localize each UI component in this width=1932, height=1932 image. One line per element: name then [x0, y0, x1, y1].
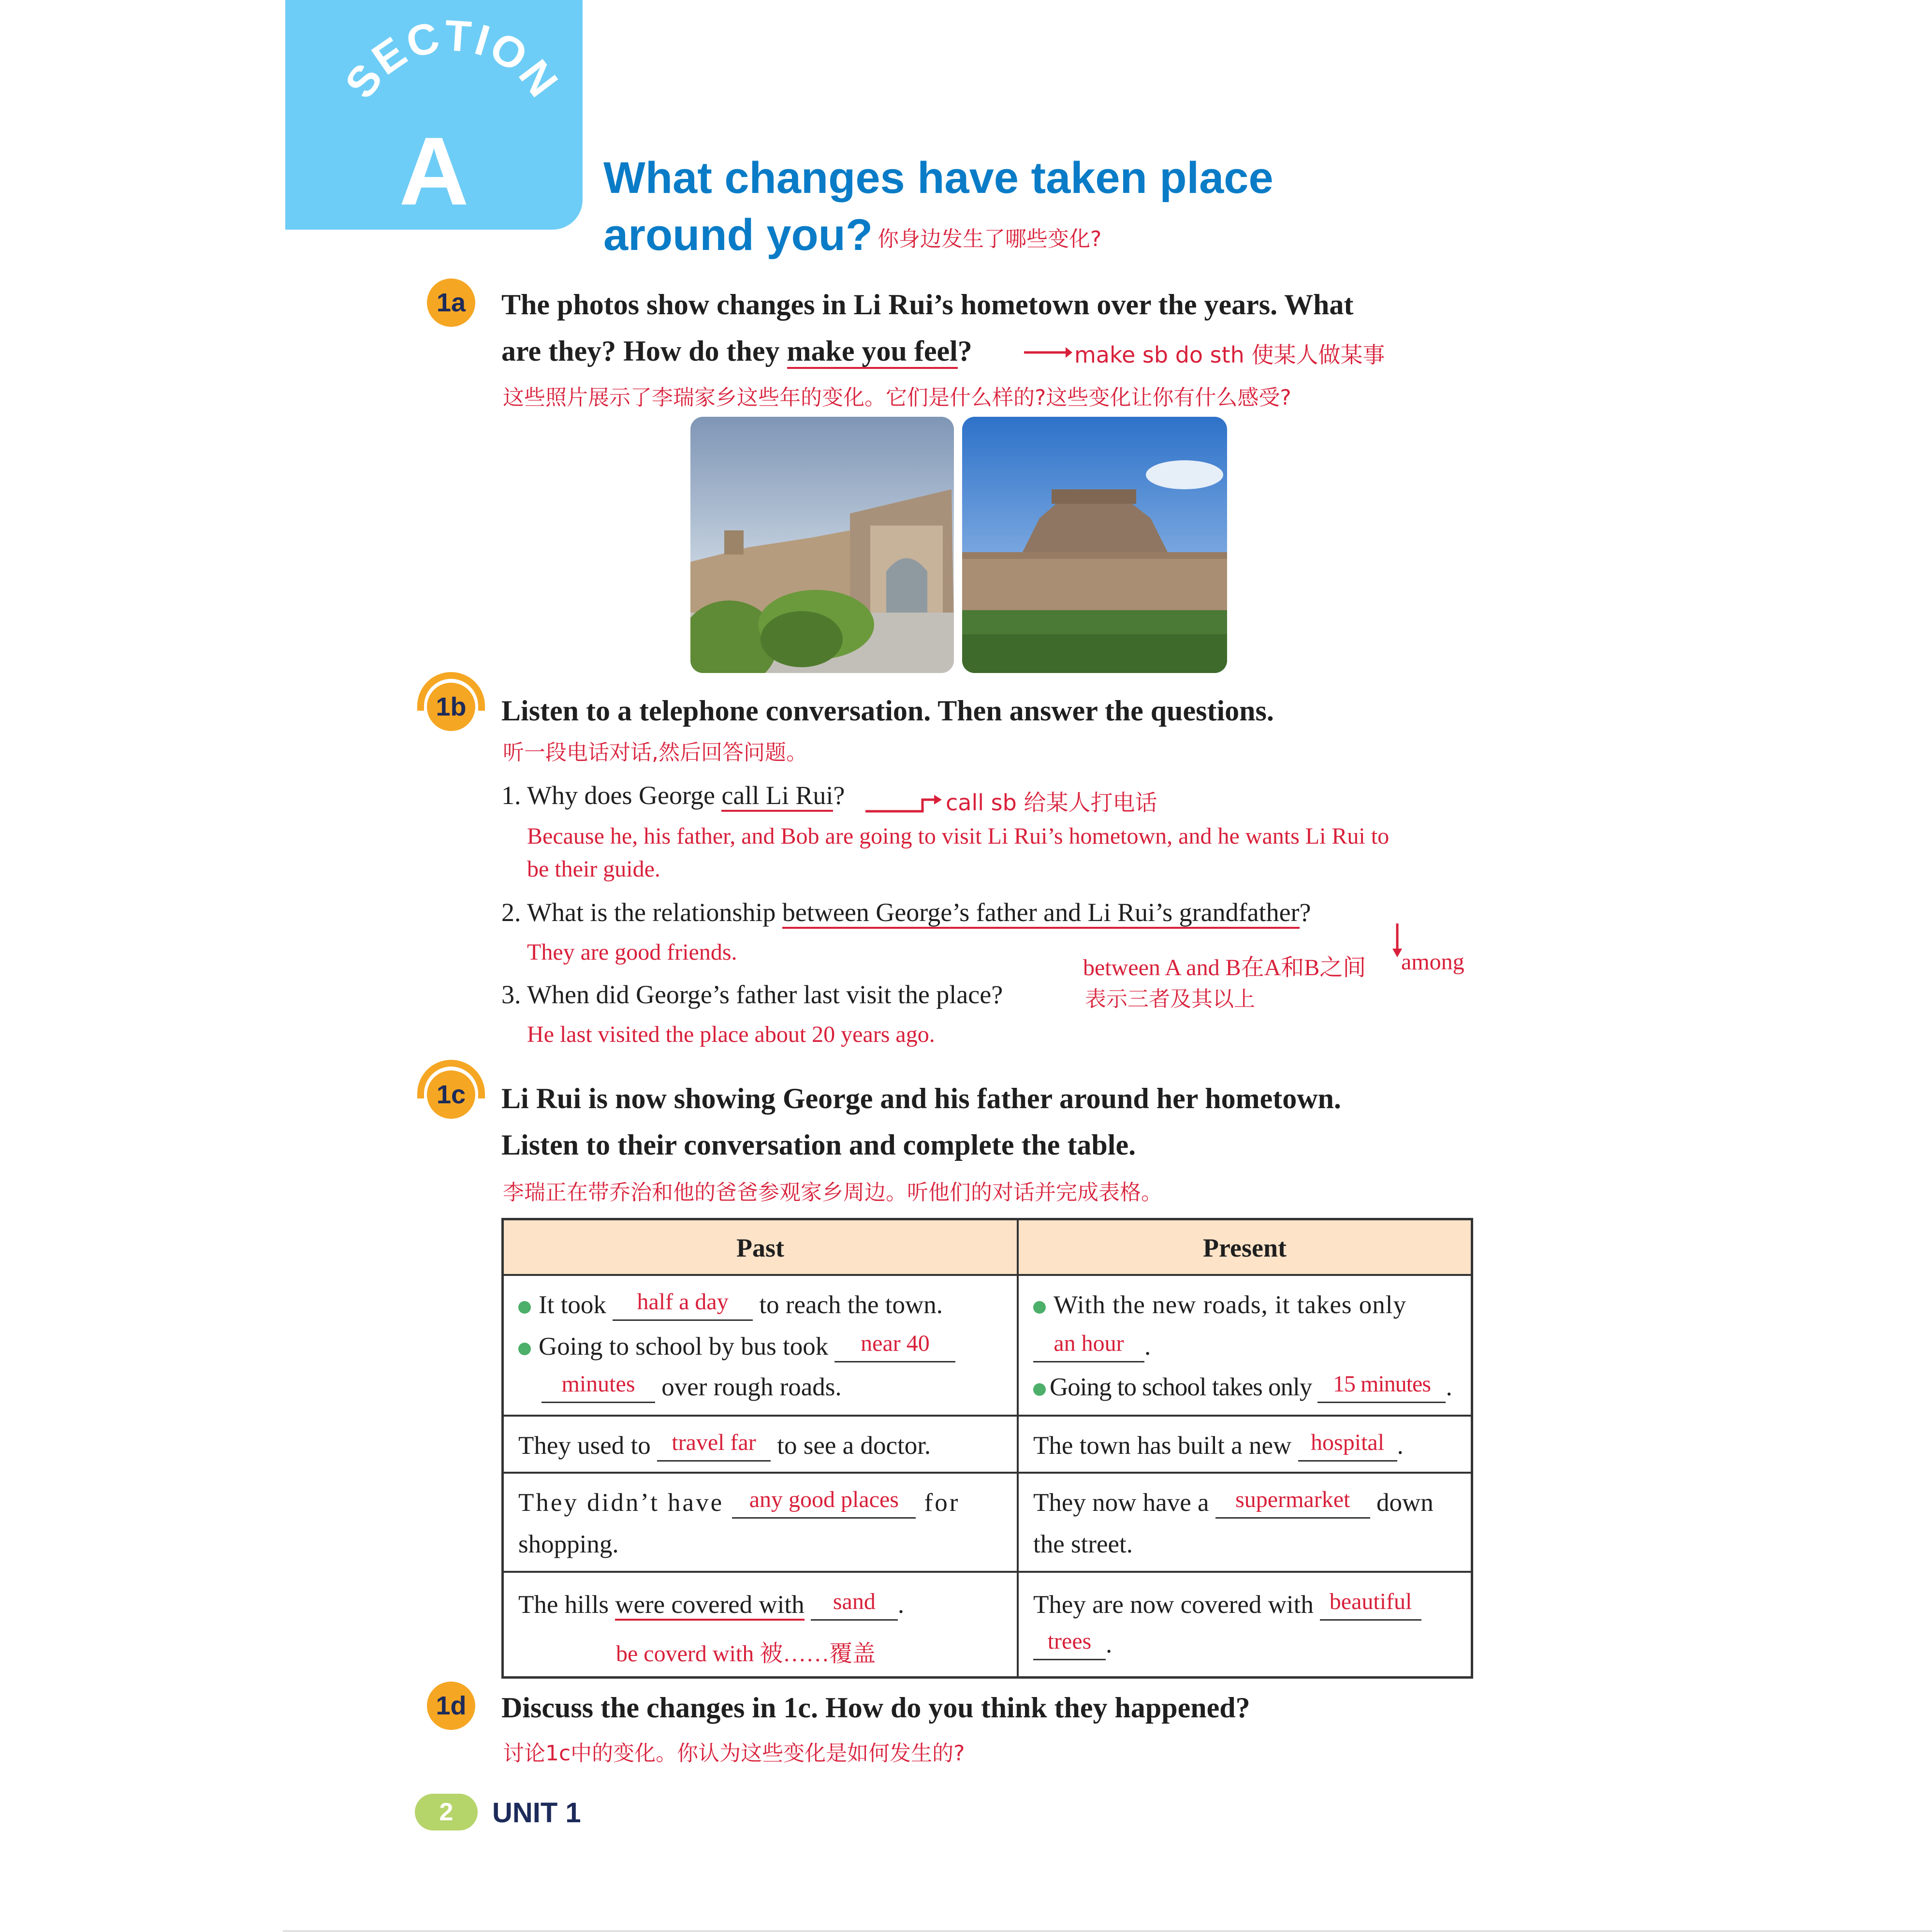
blank-any-good-places	[732, 1488, 916, 1519]
underline-call-li-rui: call Li Rui	[721, 781, 833, 812]
past-line-1	[518, 1488, 960, 1519]
question-mark: ?	[833, 781, 845, 810]
text: With the new roads, it takes only	[1054, 1291, 1407, 1319]
instruction-1c-line1: Li Rui is now showing George and his father around her hometown.	[501, 1083, 1341, 1114]
text: .	[1446, 1373, 1452, 1401]
blank-hospital	[1298, 1431, 1397, 1462]
blank-minutes	[542, 1373, 655, 1403]
section-tab	[285, 0, 583, 230]
question-1-text: 1. Why does George	[501, 781, 722, 810]
table-row-4-past	[504, 1573, 1019, 1676]
past-line-1	[518, 1590, 904, 1621]
question-2-text: 2. What is the relationship	[501, 898, 782, 927]
bullet-icon	[518, 1343, 531, 1355]
answer-1-line2: be their guide.	[527, 856, 660, 882]
present-line-3	[1033, 1373, 1452, 1403]
translation-1c: 李瑞正在带乔治和他的爸爸参观家乡周边。听他们的对话并完成表格。	[503, 1180, 1162, 1205]
underline-make-you-feel: make you feel	[787, 335, 958, 369]
instruction-1a-line1: The photos show changes in Li Rui’s hometown over the years. What	[501, 289, 1354, 321]
text: The hills	[518, 1591, 615, 1619]
text: They are now covered with	[1033, 1591, 1314, 1619]
text: They now have a	[1033, 1489, 1209, 1517]
translation-1b: 听一段电话对话,然后回答问题。	[503, 740, 807, 765]
text: They didn’t have	[518, 1489, 724, 1517]
page-number-pill	[415, 1794, 478, 1830]
section-word: SECTION	[336, 11, 568, 107]
underline-were-covered-with: were covered with	[615, 1591, 804, 1621]
blank-answer: an hour	[1054, 1331, 1124, 1356]
text: to see a doctor.	[777, 1432, 931, 1460]
text: It took	[539, 1291, 606, 1319]
page-bottom-divider	[283, 1930, 1932, 1932]
blank-answer: supermarket	[1235, 1487, 1350, 1512]
text: The town has built a new	[1033, 1432, 1292, 1460]
arrow-right-icon	[1024, 345, 1072, 360]
blank-answer: any good places	[749, 1487, 899, 1512]
note-be-covered-with: be coverd with 被……覆盖	[616, 1641, 876, 1667]
question-mark: ?	[1299, 898, 1311, 927]
past-line-2	[518, 1332, 955, 1362]
text: down	[1376, 1489, 1434, 1517]
question-mark: ?	[957, 335, 972, 367]
unit-label: UNIT 1	[492, 1797, 581, 1829]
translation-1a: 这些照片展示了李瑞家乡这些年的变化。它们是什么样的?这些变化让你有什么感受?	[503, 385, 1291, 410]
text: .	[1397, 1432, 1404, 1460]
blank-answer: half a day	[637, 1289, 729, 1315]
blank-answer: sand	[833, 1589, 876, 1614]
past-line-1	[518, 1290, 943, 1321]
text: to reach the town.	[759, 1291, 943, 1319]
header-present: Present	[1019, 1220, 1471, 1276]
badge-1b: 1b	[427, 683, 475, 731]
section-letter: A	[399, 117, 469, 225]
blank-supermarket	[1215, 1488, 1370, 1519]
header-past: Past	[504, 1220, 1019, 1276]
underline-between: between George’s father and Li Rui’s grandfather	[782, 898, 1300, 929]
instruction-1c-line2: Listen to their conversation and complete the table.	[501, 1129, 1136, 1161]
text: .	[1106, 1630, 1112, 1658]
blank-answer: 15 minutes	[1332, 1371, 1431, 1397]
blank-answer: hospital	[1311, 1430, 1385, 1455]
bullet-icon	[1033, 1383, 1046, 1396]
instruction-1d: Discuss the changes in 1c. How do you think they happened?	[501, 1692, 1250, 1724]
blank-trees	[1033, 1630, 1106, 1660]
instruction-1a-line2	[501, 337, 972, 366]
blank-answer: beautiful	[1329, 1589, 1412, 1614]
title-translation: 你身边发生了哪些变化?	[878, 227, 1102, 251]
present-line	[1033, 1431, 1404, 1462]
question-2	[501, 897, 1311, 927]
badge-1a: 1a	[427, 278, 475, 327]
table-row-2-past	[504, 1417, 1019, 1474]
photo-great-wall-gate	[690, 417, 954, 673]
question-1	[501, 780, 845, 810]
page-title-line1: What changes have taken place	[603, 153, 1273, 203]
answer-1-line1: Because he, his father, and Bob are going to visit Li Rui’s hometown, and he wants Li Rui to	[527, 823, 1390, 849]
badge-1d: 1d	[427, 1682, 475, 1730]
translation-1d: 讨论1c中的变化。你认为这些变化是如何发生的?	[503, 1741, 965, 1766]
past-line-3	[542, 1373, 842, 1403]
page-title-line2: around you?	[603, 210, 873, 260]
blank-15-minutes	[1317, 1373, 1446, 1403]
table-row-1-present	[1019, 1276, 1471, 1417]
blank-answer: trees	[1047, 1628, 1092, 1654]
present-line-2	[1033, 1630, 1112, 1660]
photo-great-wall-tower	[962, 417, 1227, 673]
page-number: 2	[439, 1798, 454, 1826]
table-row-2-present	[1019, 1417, 1471, 1474]
svg-text:SECTION	[336, 12, 568, 107]
text: They used to	[518, 1432, 651, 1460]
text: .	[897, 1591, 905, 1619]
text: .	[1144, 1332, 1151, 1361]
present-line-1	[1033, 1290, 1406, 1319]
blank-an-hour	[1033, 1332, 1144, 1362]
badge-1c: 1c	[427, 1070, 475, 1119]
bullet-icon	[1033, 1301, 1046, 1314]
note-among-meaning: 表示三者及其以上	[1085, 987, 1255, 1011]
question-3: 3. When did George’s father last visit the place?	[501, 980, 1003, 1009]
present-line-2: the street.	[1033, 1530, 1133, 1558]
blank-answer: travel far	[672, 1430, 756, 1455]
present-line-1	[1033, 1590, 1421, 1621]
text: Going to school takes only	[1050, 1373, 1312, 1401]
blank-answer: near 40	[861, 1331, 930, 1356]
changes-table	[501, 1218, 1473, 1679]
instruction-1b: Listen to a telephone conversation. Then answer the questions.	[501, 695, 1274, 727]
past-line-2: shopping.	[518, 1530, 619, 1558]
note-between-a-and-b: between A and B在A和B之间	[1083, 955, 1366, 981]
table-row-1-past	[504, 1276, 1019, 1417]
text: for	[924, 1489, 960, 1517]
arrow-bracket-icon	[865, 791, 943, 815]
table-row-4-present	[1019, 1573, 1471, 1676]
blank-near-40	[834, 1332, 955, 1362]
blank-travel-far	[657, 1431, 771, 1462]
past-line	[518, 1431, 931, 1462]
blank-beautiful	[1320, 1590, 1421, 1621]
answer-3: He last visited the place about 20 years ago.	[527, 1022, 935, 1047]
blank-sand	[811, 1590, 898, 1621]
note-call-sb: call sb 给某人打电话	[946, 790, 1157, 816]
present-line-1	[1033, 1488, 1434, 1519]
note-among: among	[1401, 949, 1464, 975]
note-make-sb-do-sth: make sb do sth 使某人做某事	[1074, 342, 1385, 368]
table-row-3-past	[504, 1474, 1019, 1573]
answer-2: They are good friends.	[527, 939, 737, 965]
instruction-1a-text: are they? How do they	[501, 335, 787, 367]
blank-half-a-day	[613, 1290, 753, 1321]
text: Going to school by bus took	[539, 1332, 829, 1361]
present-line-2	[1033, 1332, 1151, 1362]
table-row-3-present	[1019, 1474, 1471, 1573]
blank-answer: minutes	[561, 1371, 635, 1397]
bullet-icon	[518, 1301, 531, 1314]
text: over rough roads.	[661, 1373, 842, 1401]
